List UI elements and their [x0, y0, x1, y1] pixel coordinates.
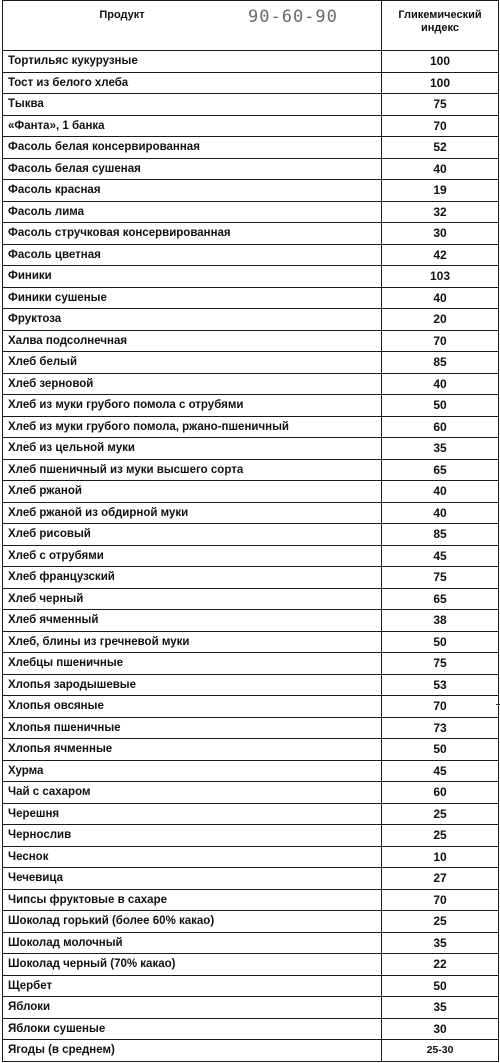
- table-row: [3, 782, 499, 804]
- gi-value-cell: 25-30: [382, 1040, 499, 1062]
- glycemic-index-table: [2, 0, 499, 1062]
- gi-value-cell: 10: [382, 846, 499, 868]
- gi-value-cell: 50: [382, 395, 499, 417]
- product-name-cell: Хлеб из цельной муки: [3, 438, 382, 460]
- product-name-cell: Фасоль цветная: [3, 244, 382, 266]
- product-name-cell: Хлеб из муки грубого помола, ржано-пшеничный: [3, 416, 382, 438]
- table-row: [3, 954, 499, 976]
- product-name-cell: Яблоки сушеные: [3, 1018, 382, 1040]
- table-row: [3, 889, 499, 911]
- gi-value-cell: 70: [382, 330, 499, 352]
- product-name-cell: Чеснок: [3, 846, 382, 868]
- table-row: [3, 158, 499, 180]
- header-product-cell: [3, 1, 382, 51]
- product-name-cell: Фасоль белая сушеная: [3, 158, 382, 180]
- gi-value-cell: 50: [382, 631, 499, 653]
- table-row: [3, 180, 499, 202]
- table-row: [3, 696, 499, 718]
- table-row: [3, 352, 499, 374]
- table-row: [3, 223, 499, 245]
- table-row: [3, 137, 499, 159]
- table-row: [3, 416, 499, 438]
- product-name-cell: Хлопья зародышевые: [3, 674, 382, 696]
- table-row: [3, 975, 499, 997]
- table-row: [3, 739, 499, 761]
- gi-value-cell: 70: [382, 115, 499, 137]
- header-gi-line1: Гликемический: [398, 9, 482, 21]
- product-name-cell: Чечевица: [3, 868, 382, 890]
- table-row: [3, 330, 499, 352]
- gi-value-cell: 27: [382, 868, 499, 890]
- header-gi-line2: индекс: [421, 22, 459, 34]
- product-name-cell: Фруктоза: [3, 309, 382, 331]
- product-name-cell: Хлеб зерновой: [3, 373, 382, 395]
- table-row: [3, 438, 499, 460]
- product-name-cell: Чипсы фруктовые в сахаре: [3, 889, 382, 911]
- product-name-cell: Хлеб черный: [3, 588, 382, 610]
- product-name-cell: Чернослив: [3, 825, 382, 847]
- product-name-cell: Хлебцы пшеничные: [3, 653, 382, 675]
- product-name-cell: Шоколад горький (более 60% какао): [3, 911, 382, 933]
- product-name-cell: Тыква: [3, 94, 382, 116]
- product-name-cell: Хурма: [3, 760, 382, 782]
- gi-value-cell: 35: [382, 438, 499, 460]
- table-row: [3, 244, 499, 266]
- table-row: [3, 803, 499, 825]
- product-name-cell: Фасоль красная: [3, 180, 382, 202]
- table-row: [3, 459, 499, 481]
- product-name-cell: Хлопья ячменные: [3, 739, 382, 761]
- table-row: [3, 502, 499, 524]
- gi-value-cell: 40: [382, 481, 499, 503]
- table-row: [3, 1018, 499, 1040]
- gi-value-cell: 50: [382, 739, 499, 761]
- header-product-label: Продукт: [99, 9, 145, 21]
- gi-value-cell: 19: [382, 180, 499, 202]
- gi-value-cell: 75: [382, 94, 499, 116]
- product-name-cell: Хлеб ржаной из обдирной муки: [3, 502, 382, 524]
- gi-value-cell: 65: [382, 588, 499, 610]
- product-name-cell: Хлеб с отрубями: [3, 545, 382, 567]
- header-row: [3, 1, 499, 51]
- table-body: [3, 51, 499, 1062]
- table-row: [3, 760, 499, 782]
- gi-value-cell: 32: [382, 201, 499, 223]
- table-row: [3, 115, 499, 137]
- table-row: [3, 653, 499, 675]
- gi-value-cell: 45: [382, 545, 499, 567]
- gi-value-cell: 35: [382, 997, 499, 1019]
- table-row: [3, 72, 499, 94]
- gi-value-cell: 25: [382, 825, 499, 847]
- table-row: [3, 631, 499, 653]
- product-name-cell: Хлеб, блины из гречневой муки: [3, 631, 382, 653]
- gi-value-cell: 40: [382, 502, 499, 524]
- table-row: [3, 395, 499, 417]
- product-name-cell: Тортильяс кукурузные: [3, 51, 382, 73]
- table-row: [3, 868, 499, 890]
- gi-value-cell: 73: [382, 717, 499, 739]
- product-name-cell: Фасоль стручковая консервированная: [3, 223, 382, 245]
- product-name-cell: Халва подсолнечная: [3, 330, 382, 352]
- gi-value-cell: 70: [382, 696, 499, 718]
- table-row: [3, 287, 499, 309]
- gi-value-cell: 75: [382, 653, 499, 675]
- gi-value-cell: 30: [382, 1018, 499, 1040]
- header-gi-cell: [382, 1, 499, 51]
- gi-value-cell: 75: [382, 567, 499, 589]
- gi-value-cell: 42: [382, 244, 499, 266]
- product-name-cell: Хлеб пшеничный из муки высшего сорта: [3, 459, 382, 481]
- gi-value-cell: 85: [382, 352, 499, 374]
- gi-value-cell: 38: [382, 610, 499, 632]
- table-row: [3, 610, 499, 632]
- table-row: [3, 932, 499, 954]
- table-row: [3, 846, 499, 868]
- product-name-cell: Яблоки: [3, 997, 382, 1019]
- gi-value-cell: 100: [382, 72, 499, 94]
- product-name-cell: Фасоль белая консервированная: [3, 137, 382, 159]
- gi-value-cell: 70: [382, 889, 499, 911]
- product-name-cell: Хлеб ячменный: [3, 610, 382, 632]
- gi-value-cell: 50: [382, 975, 499, 997]
- gi-value-cell: 30: [382, 223, 499, 245]
- gi-value-cell: 60: [382, 416, 499, 438]
- product-name-cell: Хлеб белый: [3, 352, 382, 374]
- table-row: [3, 545, 499, 567]
- gi-value-cell: 65: [382, 459, 499, 481]
- product-name-cell: Черешня: [3, 803, 382, 825]
- product-name-cell: Хлеб из муки грубого помола с отрубями: [3, 395, 382, 417]
- table-row: [3, 266, 499, 288]
- gi-value-cell: 53: [382, 674, 499, 696]
- gi-value-cell: 22: [382, 954, 499, 976]
- gi-value-cell: 85: [382, 524, 499, 546]
- product-name-cell: Фасоль лима: [3, 201, 382, 223]
- table-row: [3, 1040, 499, 1062]
- gi-value-cell: 35: [382, 932, 499, 954]
- product-name-cell: Хлеб французский: [3, 567, 382, 589]
- gi-value-cell: 40: [382, 287, 499, 309]
- product-name-cell: Щербет: [3, 975, 382, 997]
- product-name-cell: Финики сушеные: [3, 287, 382, 309]
- gi-value-cell: 40: [382, 158, 499, 180]
- gi-value-cell: 20: [382, 309, 499, 331]
- gi-value-cell: 103: [382, 266, 499, 288]
- product-name-cell: «Фанта», 1 банка: [3, 115, 382, 137]
- table-row: [3, 911, 499, 933]
- product-name-cell: Хлопья пшеничные: [3, 717, 382, 739]
- gi-value-cell: 52: [382, 137, 499, 159]
- gi-value-cell: 40: [382, 373, 499, 395]
- table-row: [3, 825, 499, 847]
- table-row: [3, 567, 499, 589]
- product-name-cell: Чай с сахаром: [3, 782, 382, 804]
- table-row: [3, 481, 499, 503]
- table-row: [3, 201, 499, 223]
- table-row: [3, 524, 499, 546]
- edge-dash-mark: [496, 704, 500, 706]
- table-row: [3, 373, 499, 395]
- product-name-cell: Хлеб ржаной: [3, 481, 382, 503]
- product-name-cell: Шоколад черный (70% какао): [3, 954, 382, 976]
- table-header: [3, 1, 499, 51]
- gi-value-cell: 45: [382, 760, 499, 782]
- table-row: [3, 51, 499, 73]
- product-name-cell: Финики: [3, 266, 382, 288]
- table-row: [3, 717, 499, 739]
- gi-value-cell: 100: [382, 51, 499, 73]
- product-name-cell: Ягоды (в среднем): [3, 1040, 382, 1062]
- table-row: [3, 309, 499, 331]
- table-row: [3, 997, 499, 1019]
- product-name-cell: Шоколад молочный: [3, 932, 382, 954]
- table-row: [3, 674, 499, 696]
- product-name-cell: Хлопья овсяные: [3, 696, 382, 718]
- table-row: [3, 94, 499, 116]
- watermark-text: 90-60-90: [248, 7, 338, 27]
- product-name-cell: Тост из белого хлеба: [3, 72, 382, 94]
- gi-value-cell: 25: [382, 911, 499, 933]
- table-row: [3, 588, 499, 610]
- product-name-cell: Хлеб рисовый: [3, 524, 382, 546]
- gi-value-cell: 60: [382, 782, 499, 804]
- gi-value-cell: 25: [382, 803, 499, 825]
